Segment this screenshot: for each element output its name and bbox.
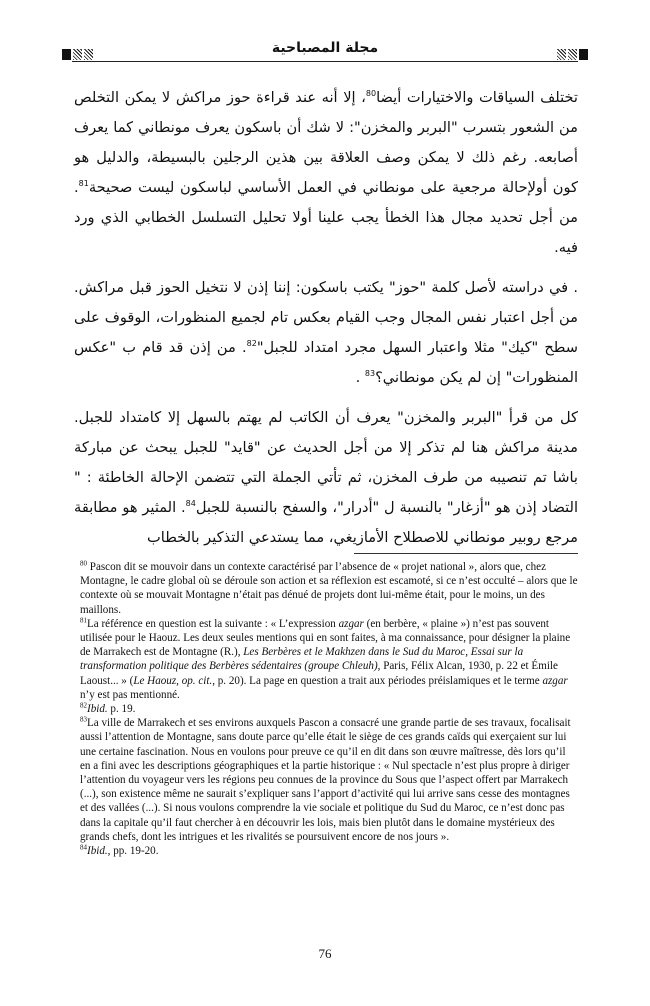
footnote [80,702,578,716]
footnote-ref: 84 [185,499,196,509]
paragraph-text: تختلف السياقات والاختيارات أيضا [376,89,578,106]
footnote [80,560,578,617]
paragraph [74,273,578,393]
footnote-ref: 83 [80,715,87,724]
paragraph [74,403,578,553]
paragraph-text: . من إذن قد قام ب "عكس المنظورات" إن لم يكن مونطاني؟ [74,339,578,386]
footnote-ref: 84 [80,843,87,852]
footnote [80,617,578,702]
footnote-ref: 83 [364,369,376,379]
footnote-text: , Paris, Félix Alcan, 1930, p. 22 et Émile Laoust... » ( [80,660,558,687]
footnote-text: Pascon dit se mouvoir dans un contexte caractérisé par l’absence de « projet national », alors que, chez Montagne, le cadre global où se déroule son action et sa réflexion est escamoté, si ce n’est occulté – alors que le contexte où se mouvait Montagne n’était pas dénué de projets dont lui-même était, pour le moins, un des maillons. [80,561,578,616]
footnote [80,716,578,844]
footnote-ref: 80 [365,89,377,99]
footnote-text: La ville de Marrakech et ses environs auxquels Pascon a consacré une grande partie de ses travaux, focalisait aussi l’attention de Montagne, sans doute parce qu’elle était le siège de ces grands caïds qui exerçaient sur lui une certaine fascination. Nous en voulons pour preuve ce qu’il en dit dans son œuvre maîtresse, dès lors qu’il en a fini avec les descriptions géographiques et la partie historique : « Nul spectacle n’est plus propre à diriger l’attention du voyageur vers les régions peu connues de la province du Sous que l’aspect offert par Marrakech (...), son existence même ne saurait s’expliquer sans l’apport d’activité qui lui arrive sans cesse des montagnes et des vallées (...). Si nous voulons comprendre la vie sociale et politique du Sud du Maroc, ce n’est donc pas dans la capitale qu’il faut chercher à en découvrir les lois, mais bien plutôt dans le domaine mystérieux des grands chefs, dont les intrigues et les rivalités se poursuivent encore de nos jours ». [80,717,571,843]
paragraph [74,83,578,263]
footnote-italic: Ibid. [87,845,108,858]
footnote-italic: azgar [338,617,364,630]
paragraph-text: . في دراسته لأصل كلمة "حوز" يكتب باسكون: إننا إذن لا نتخيل الحوز قبل مراكش. من أجل اعتبار نفس المجال وجب القيام بعكس تام لجميع المنظورات، الوقوف على سطح "كيك" مثلا واعتبار السهل مجرد امتداد للجبل" [74,279,578,356]
footnote-ref: 81 [80,616,87,625]
footnote-ref: 81 [78,179,89,189]
footnote-text: , pp. 19-20. [107,845,159,858]
footnote [80,844,578,858]
footnote-ref: 80 [80,559,87,568]
footnote-italic: Le Haouz, op. cit. [133,674,213,687]
footnote-separator [354,553,578,554]
footnote-italic: azgar [542,674,568,687]
journal-title: مجلة المصباحية [262,40,388,56]
header-rule [72,61,578,62]
paragraph-text: كل من قرأ "البربر والمخزن" يعرف أن الكاتب لم يهتم بالسهل إلا كامتداد للجبل. مدينة مراكش هنا لم تذكر إلا من أجل الحديث عن "قايد" للجبل يبحث عن مباركة باشا تم تنصيبه من طرف المخزن، ثم تأتي الجملة التي تتضمن الإحالة الخاطئة : " التضاد إذن هو "أزغار" بالنسبة ل "أدرار"، والسفح بالنسبة للجبل [74,409,578,516]
footnote-italic: Les Berbères et le Makhzen dans le Sud du Maroc, Essai sur la transformation politique des Berbères sédentaires (groupe Chleuh) [80,646,524,673]
paragraph-text: . من أجل تحديد مجال هذا الخطأ يجب علينا أولا تحليل التسلسل الخطابي الذي ورد فيه. [74,179,578,256]
footnote-ref: 82 [80,701,87,710]
page-number: 76 [318,946,332,961]
footnote-text: , p. 20). La page en question a trait aux périodes préislamiques et le terme [212,674,543,687]
footnote-ref: 82 [246,339,257,349]
footnote-text: p. 19. [107,703,136,716]
footnote-text: La référence en question est la suivante : « L’expression [87,617,339,630]
arabic-body-text [74,83,578,553]
footnote-text: n’y est pas mentionné. [80,688,180,701]
paragraph-text: ، إلا أنه عند قراءة حوز مراكش لا يمكن التخلص من الشعور بتسرب "البربر والمخزن": لا شك أن باسكون يعرف مونطاني كما يعرف أصابعه. رغم ذلك لا يمكن وصف العلاقة بين هذين الرجلين بالبسيطة، والدليل هو كون أولإحالة مرجعية على مونطاني في العمل الأساسي لباسكون ليست صحيحة [74,89,578,196]
footnotes [80,560,578,858]
running-header [72,40,578,64]
paragraph-text: . [355,369,365,386]
footnote-text: (en berbère, « plaine ») n’est pas souvent utilisée pour le Haouz. Les deux seules mentions qui en sont faites, à ma connaissance, pour désigner la plaine de Marrakech est de Montagne (R.), [80,617,571,659]
footnote-italic: Ibid. [87,703,108,716]
paragraph-text: . المثير هو مطابقة مرجع روبير مونطاني للاصطلاح الأمازيغي، مما يستدعي التذكير بالخطاب [74,499,578,546]
